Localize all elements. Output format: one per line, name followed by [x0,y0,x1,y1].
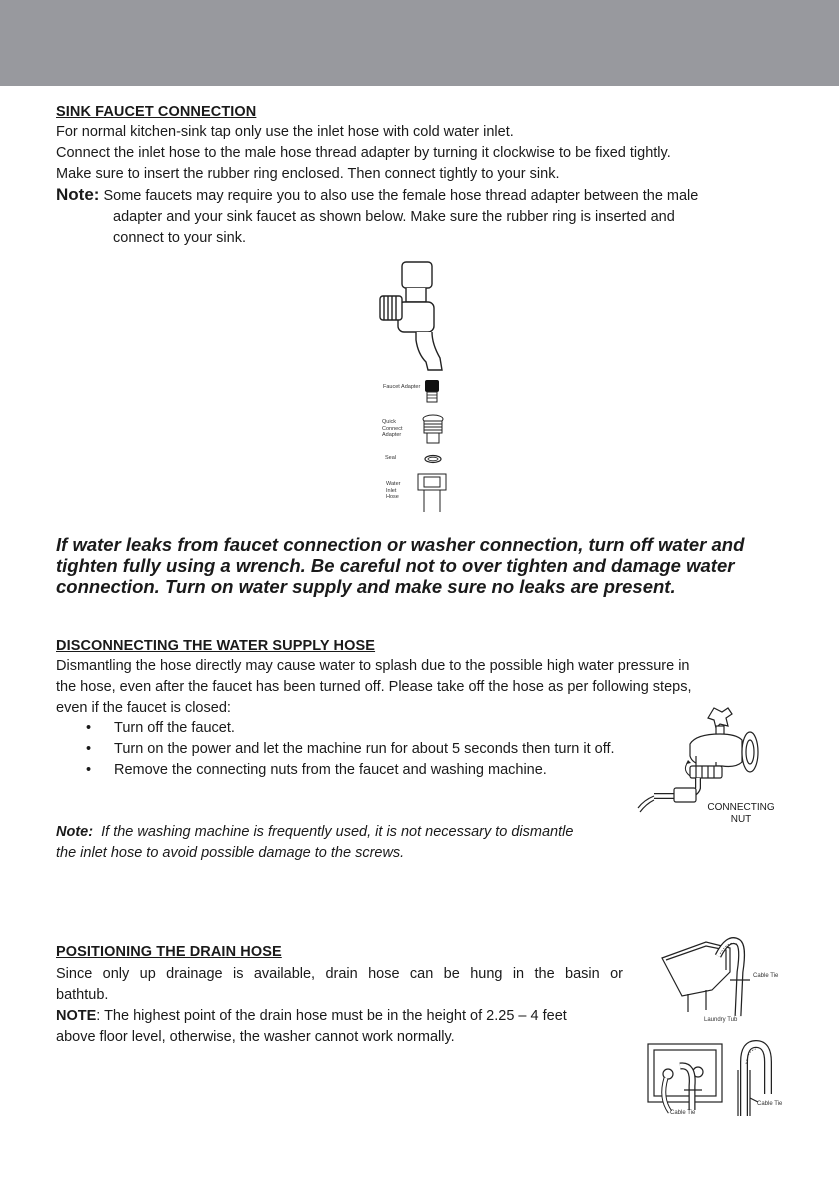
cable-tie-label: Cable Tie [753,973,779,979]
drain-heading: POSITIONING THE DRAIN HOSE [56,944,282,960]
seal-label: Seal [385,455,397,461]
quick-connect-part [423,415,443,443]
note-label: NOTE [56,1008,97,1024]
note-label: Note: [56,824,94,840]
water-inlet-hose-label: Water Inlet Hose [386,481,401,500]
drain-body [56,964,623,1048]
faucet-adapter-label: Faucet Adapter [383,384,421,390]
cable-tie-label: Cable Tie [670,1110,696,1116]
drain-line: Since only up drainage is available, drain hose can be hung in the basin or [56,966,623,982]
note-line: If the washing machine is frequently used, it is not necessary to dismantle [101,824,574,840]
disconnect-heading: DISCONNECTING THE WATER SUPPLY HOSE [56,638,376,654]
sink-body [56,122,816,185]
step-item: • Turn off the faucet. [56,718,626,739]
sink-line: For normal kitchen-sink tap only use the inlet hose with cold water inlet. [56,124,514,140]
sink-line: Make sure to insert the rubber ring enclosed. Then connect tightly to your sink. [56,166,560,182]
note-line: above floor level, otherwise, the washer cannot work normally. [56,1029,455,1045]
drain-line: bathtub. [56,987,109,1003]
seal-part [425,456,441,463]
leak-warning [56,534,826,597]
laundry-tub-label: Laundry Tub [704,1017,738,1023]
step-item: • Turn on the power and let the machine run for about 5 seconds then turn it off. [56,739,626,760]
note-line: connect to your sink. [113,230,246,246]
water-inlet-hose-part [418,474,446,512]
disconnect-line: even if the faucet is closed: [56,700,231,716]
sink-faucet-heading: SINK FAUCET CONNECTION [56,104,257,120]
warning-line: connection. Turn on water supply and make sure no leaks are present. [56,576,676,597]
warning-line: If water leaks from faucet connection or washer connection, turn off water and [56,534,745,555]
step-item: • Remove the connecting nuts from the faucet and washing machine. [56,760,626,781]
note-line: : The highest point of the drain hose must be in the height of 2.25 – 4 feet [96,1008,567,1024]
faucet-handle [708,708,732,728]
warning-line: tighten fully using a wrench. Be careful not to over tighten and damage water [56,555,735,576]
faucet-figure [380,262,442,370]
wall-box-figure [640,1038,730,1118]
sink-note [56,184,816,249]
note-line: Some faucets may require you to also use the female hose thread adapter between the male [103,188,699,204]
sink-line: Connect the inlet hose to the male hose thread adapter by turning it clockwise to be fixed tightly. [56,145,671,161]
faucet-adapter-part [425,380,439,402]
disconnect-steps [56,718,626,781]
note-line: the inlet hose to avoid possible damage to the screws. [56,845,405,861]
connecting-nut [690,766,722,778]
connecting-nut-label: CONNECTING NUT [707,802,775,825]
cable-tie-label: Cable Tie [757,1101,783,1107]
disconnect-line: the hose, even after the faucet has been turned off. Please take off the hose as per following steps, [56,679,692,695]
note-line: adapter and your sink faucet as shown below. Make sure the rubber ring is inserted and [113,209,675,225]
connecting-nut-figure [636,700,776,812]
disconnect-line: Dismantling the hose directly may cause water to splash due to the possible high water pressure in [56,658,690,674]
disconnect-note [56,822,636,864]
quick-connect-adapter-label: Quick Connect Adapter [382,419,403,438]
header-bar [0,0,839,86]
standpipe-figure [734,1040,782,1120]
note-label: Note: [56,185,100,204]
